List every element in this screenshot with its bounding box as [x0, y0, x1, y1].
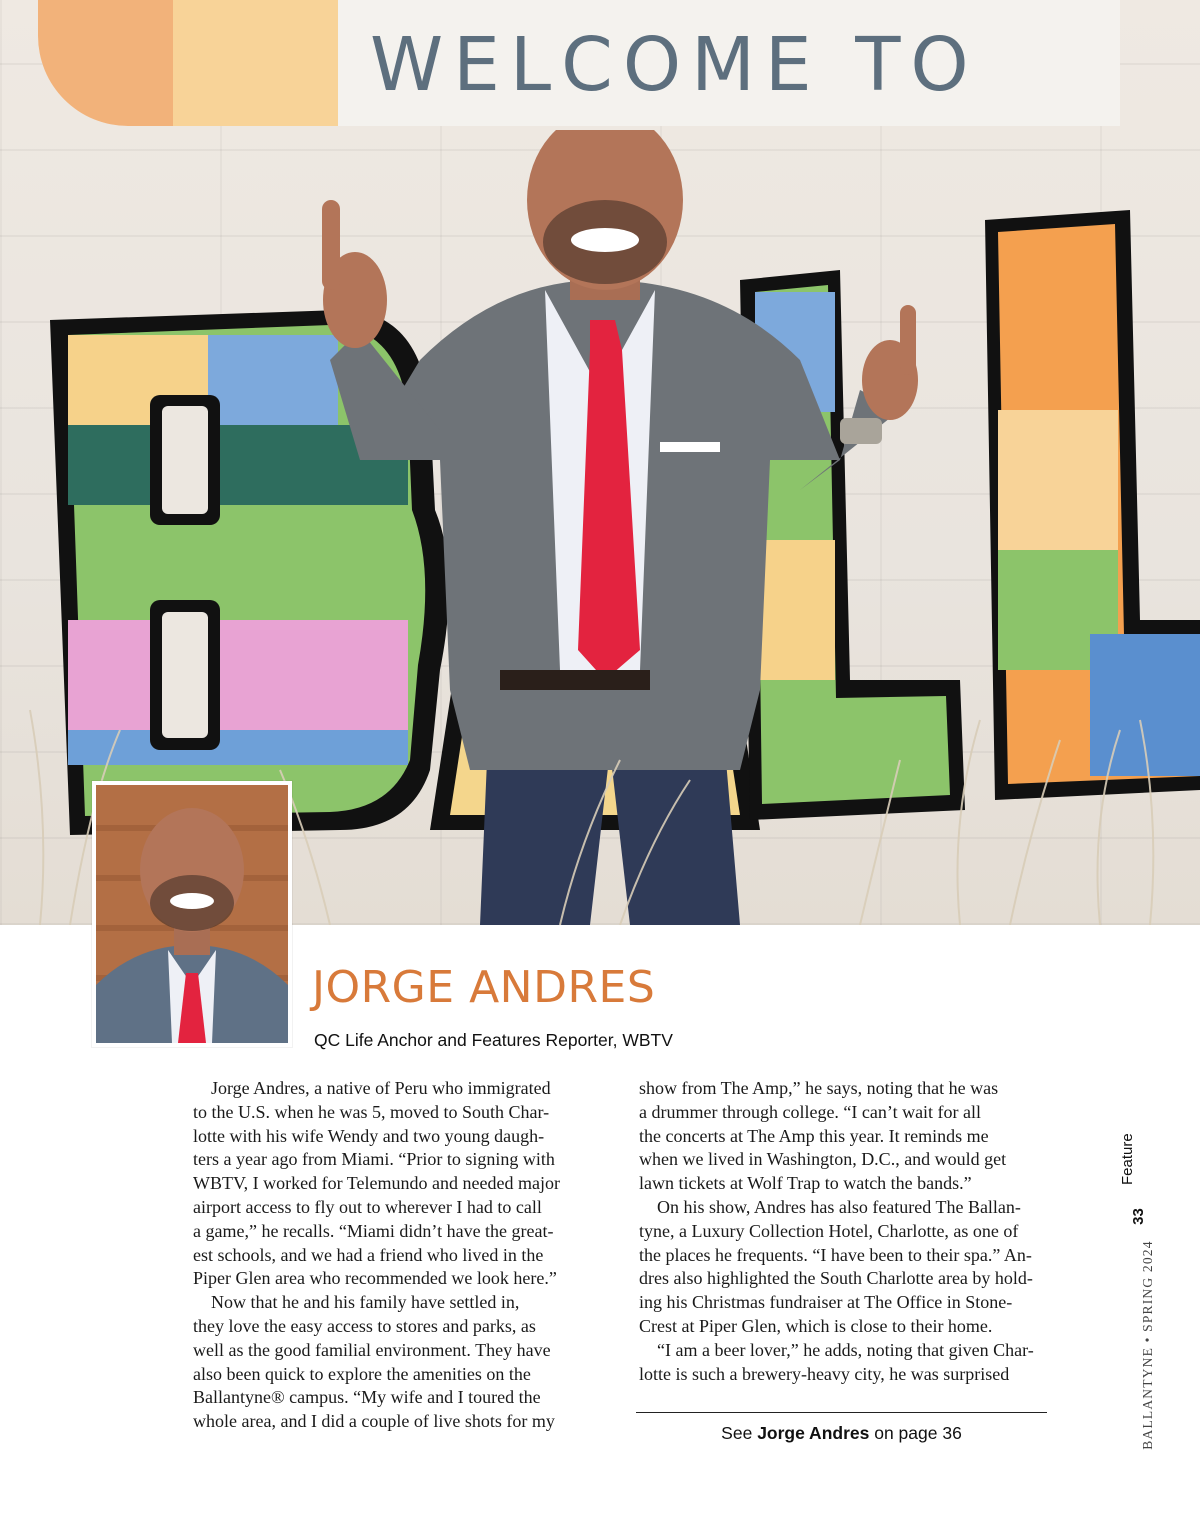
text-line: lotte is such a brewery-heavy city, he was surprised [639, 1363, 1010, 1384]
profile-name-heading: JORGE ANDRES [312, 962, 656, 1013]
page-number: 33 [1129, 1208, 1147, 1225]
text-line: dres also highlighted the South Charlotte area by hold- [639, 1268, 1033, 1289]
text-line: well as the good familial environment. They have [193, 1339, 551, 1360]
continuation-page-ref: on page 36 [874, 1423, 962, 1443]
paragraph [639, 1339, 1049, 1387]
profile-role-subheading: QC Life Anchor and Features Reporter, WBTV [314, 1030, 673, 1050]
continuation-prefix: See [721, 1423, 753, 1443]
headshot-photo [92, 781, 292, 1047]
text-line: ters a year ago from Miami. “Prior to signing with [193, 1149, 555, 1170]
text-line: when we lived in Washington, D.C., and would get [639, 1149, 1007, 1170]
text-line: whole area, and I did a couple of live shots for my [193, 1411, 555, 1432]
text-line: Now that he and his family have settled in, [211, 1292, 520, 1313]
text-line: to the U.S. when he was 5, moved to South Char- [193, 1101, 550, 1122]
text-line: a drummer through college. “I can’t wait for all [639, 1101, 982, 1122]
text-line: Jorge Andres, a native of Peru who immigrated [211, 1078, 551, 1098]
text-line: they love the easy access to stores and parks, as [193, 1315, 536, 1336]
text-line: a game,” he recalls. “Miami didn’t have the great- [193, 1220, 554, 1241]
text-line: Ballantyne® campus. “My wife and I toured the [193, 1387, 541, 1408]
text-line: est schools, and we had a friend who lived in the [193, 1244, 544, 1265]
continuation-divider [636, 1412, 1047, 1413]
text-line: “I am a beer lover,” he adds, noting that given Char- [657, 1339, 1034, 1360]
text-line: also been quick to explore the amenities on the [193, 1363, 531, 1384]
paragraph [193, 1291, 593, 1434]
text-line: lotte with his wife Wendy and two young daugh- [193, 1125, 545, 1146]
text-line: ing his Christmas fundraiser at The Office in Stone- [639, 1292, 1013, 1313]
paragraph [639, 1077, 1049, 1196]
text-line: WBTV, I worked for Telemundo and needed major [193, 1173, 560, 1194]
text-line: lawn tickets at Wolf Trap to watch the bands.” [639, 1173, 972, 1194]
text-line: tyne, a Luxury Collection Hotel, Charlotte, as one of [639, 1220, 1019, 1241]
text-line: airport access to fly out to wherever I had to call [193, 1196, 542, 1217]
text-line: the concerts at The Amp this year. It reminds me [639, 1125, 989, 1146]
welcome-sign-text: WELCOME TO [370, 22, 979, 108]
magazine-issue-label: BALLANTYNE • SPRING 2024 [1140, 1240, 1155, 1450]
text-line: the places he frequents. “I have been to their spa.” An- [639, 1244, 1032, 1265]
text-line: Piper Glen area who recommended we look here.” [193, 1268, 557, 1289]
paragraph [639, 1196, 1049, 1339]
text-line: On his show, Andres has also featured The Ballan- [657, 1196, 1021, 1217]
section-label: Feature [1119, 1133, 1136, 1185]
article-column-left [193, 1077, 593, 1434]
paragraph [193, 1077, 593, 1291]
text-line: show from The Amp,” he says, noting that he was [639, 1078, 999, 1098]
continuation-note [636, 1423, 1047, 1444]
article-column-right [639, 1077, 1049, 1386]
welcome-sign-color-block [38, 0, 338, 126]
continuation-name: Jorge Andres [757, 1423, 870, 1443]
text-line: Crest at Piper Glen, which is close to their home. [639, 1315, 993, 1336]
